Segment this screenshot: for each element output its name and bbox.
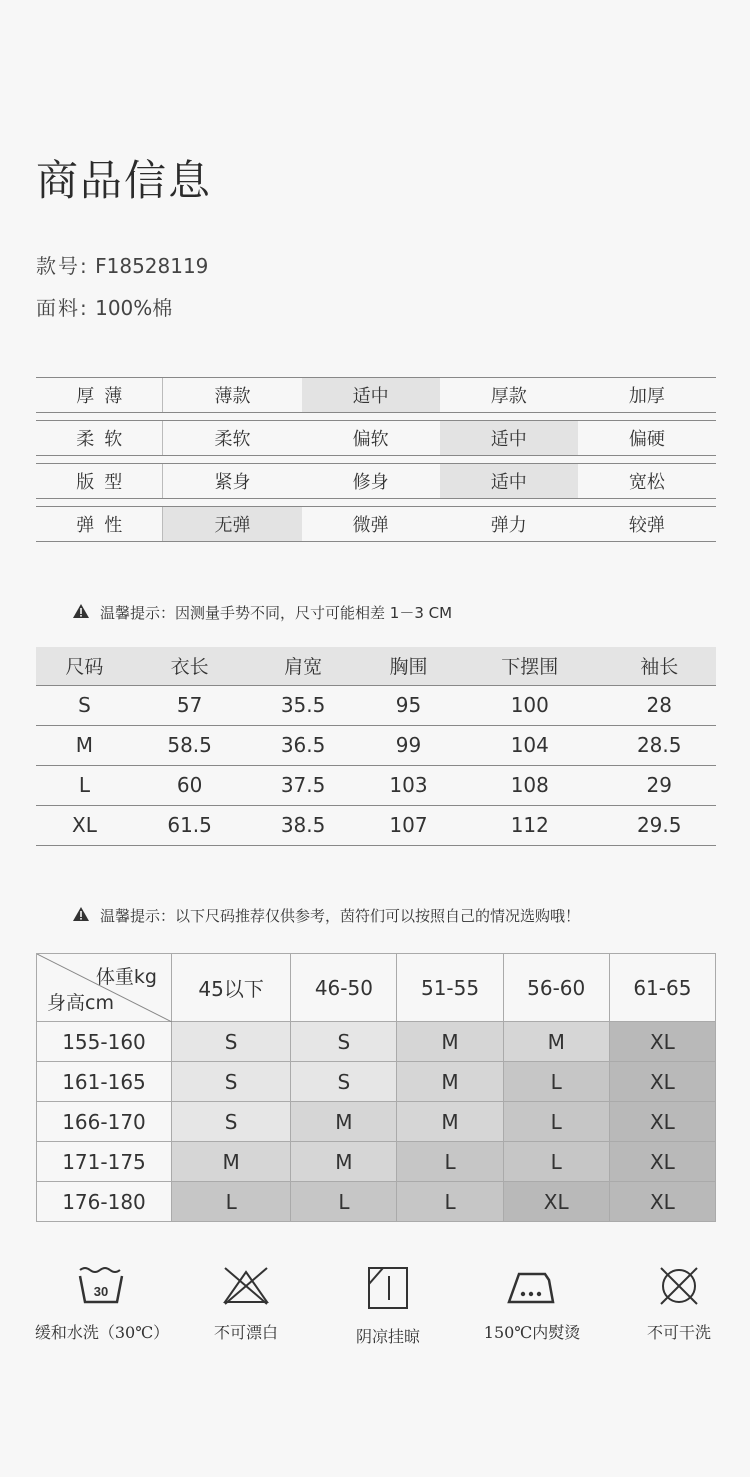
table-cell: 99 — [360, 725, 457, 765]
table-row — [36, 725, 716, 765]
attribute-option: 弹力 — [490, 515, 527, 536]
recommended-size-cell: S — [291, 1062, 397, 1102]
table-cell: 61.5 — [133, 805, 246, 845]
care-label: 150℃内熨烫 — [483, 1323, 581, 1342]
recommended-size-cell: L — [397, 1182, 503, 1222]
attribute-label: 厚薄 — [36, 378, 163, 412]
height-range-cell: 166-170 — [37, 1102, 172, 1142]
table-cell: 28 — [602, 685, 716, 725]
attribute-row — [36, 377, 716, 413]
table-cell: 36.5 — [246, 725, 359, 765]
table-cell: 112 — [457, 805, 602, 845]
table-cell: 29 — [602, 765, 716, 805]
table-cell: 57 — [133, 685, 246, 725]
recommended-size-cell: M — [397, 1062, 503, 1102]
height-range-cell: 155-160 — [37, 1022, 172, 1062]
table-cell: S — [36, 685, 133, 725]
recommend-notice: 温馨提示：以下尺码推荐仅供参考，茵符们可以按照自己的情况选购哦！ — [100, 907, 581, 925]
recommended-size-cell: S — [172, 1062, 291, 1102]
recommended-size-cell: L — [291, 1182, 397, 1222]
column-header: 袖长 — [602, 647, 716, 685]
style-number-value: F18528119 — [95, 254, 209, 278]
column-header: 下摆围 — [457, 647, 602, 685]
attribute-option: 较弹 — [628, 515, 665, 536]
recommended-size-cell: M — [503, 1022, 609, 1062]
weight-header: 56-60 — [503, 954, 609, 1022]
attribute-option: 紧身 — [214, 472, 251, 493]
page-title: 商品信息 — [36, 156, 213, 205]
care-label: 不可漂白 — [213, 1323, 278, 1342]
table-cell: 35.5 — [246, 685, 359, 725]
recommended-size-cell: M — [172, 1142, 291, 1182]
style-number-key: 款号: — [36, 254, 89, 278]
table-cell: 29.5 — [602, 805, 716, 845]
recommend-header — [37, 954, 716, 1022]
column-header: 衣长 — [133, 647, 246, 685]
table-row — [36, 685, 716, 725]
iron-150-icon — [505, 1266, 559, 1306]
recommended-size-cell: S — [172, 1022, 291, 1062]
care-item — [171, 1266, 321, 1343]
recommended-size-cell: M — [397, 1102, 503, 1142]
column-header: 胸围 — [360, 647, 457, 685]
table-cell: L — [36, 765, 133, 805]
diagonal-header-cell — [37, 954, 172, 1022]
recommended-size-cell: L — [503, 1102, 609, 1142]
table-cell: M — [36, 725, 133, 765]
height-axis-label: 身高cm — [47, 992, 114, 1014]
recommended-size-cell: XL — [609, 1062, 715, 1102]
table-row — [37, 1062, 716, 1102]
recommended-size-cell: XL — [503, 1182, 609, 1222]
wash-30-icon — [77, 1266, 127, 1306]
recommended-size-cell: M — [291, 1142, 397, 1182]
table-cell: 58.5 — [133, 725, 246, 765]
line-dry-shade-icon — [363, 1266, 413, 1310]
recommended-size-cell: M — [397, 1022, 503, 1062]
attribute-label: 版型 — [36, 464, 163, 498]
table-cell: 95 — [360, 685, 457, 725]
attribute-option: 厚款 — [490, 386, 527, 407]
table-cell: 28.5 — [602, 725, 716, 765]
attribute-option: 适中 — [440, 464, 578, 498]
table-cell: 104 — [457, 725, 602, 765]
fabric-key: 面料: — [36, 296, 89, 320]
table-cell: 38.5 — [246, 805, 359, 845]
fabric-line — [36, 292, 172, 321]
warning-icon — [73, 907, 89, 921]
attribute-label: 弹性 — [36, 507, 163, 541]
recommended-size-cell: L — [397, 1142, 503, 1182]
weight-header: 45以下 — [172, 954, 291, 1022]
no-bleach-icon — [221, 1266, 271, 1306]
attribute-option: 加厚 — [628, 386, 665, 407]
recommended-size-cell: XL — [609, 1022, 715, 1062]
table-row — [37, 1142, 716, 1182]
size-recommend-table — [36, 953, 716, 1222]
table-cell: 100 — [457, 685, 602, 725]
attribute-option: 偏硬 — [628, 429, 665, 450]
weight-header: 51-55 — [397, 954, 503, 1022]
care-item — [604, 1266, 750, 1343]
attribute-option: 无弹 — [163, 507, 301, 541]
recommended-size-cell: L — [172, 1182, 291, 1222]
attribute-option: 宽松 — [628, 472, 665, 493]
table-row — [37, 1022, 716, 1062]
attribute-option: 适中 — [440, 421, 578, 455]
table-row — [37, 1182, 716, 1222]
recommended-size-cell: S — [291, 1022, 397, 1062]
height-range-cell: 171-175 — [37, 1142, 172, 1182]
attribute-row — [36, 420, 716, 456]
warning-icon — [73, 604, 89, 618]
height-range-cell: 176-180 — [37, 1182, 172, 1222]
care-item — [27, 1266, 177, 1343]
attribute-label: 柔软 — [36, 421, 163, 455]
attribute-option: 薄款 — [214, 386, 251, 407]
size-table — [36, 647, 716, 846]
recommended-size-cell: XL — [609, 1182, 715, 1222]
table-cell: XL — [36, 805, 133, 845]
table-cell: 60 — [133, 765, 246, 805]
measurement-notice: 温馨提示：因测量手势不同，尺寸可能相差 1－3 CM — [100, 604, 453, 622]
recommended-size-cell: L — [503, 1142, 609, 1182]
care-label: 不可干洗 — [646, 1323, 711, 1342]
table-cell: 107 — [360, 805, 457, 845]
attribute-option: 偏软 — [352, 429, 389, 450]
column-header: 肩宽 — [246, 647, 359, 685]
recommended-size-cell: S — [172, 1102, 291, 1142]
weight-header: 46-50 — [291, 954, 397, 1022]
recommended-size-cell: L — [503, 1062, 609, 1102]
attribute-option: 修身 — [352, 472, 389, 493]
weight-axis-label: 体重kg — [95, 966, 157, 988]
height-range-cell: 161-165 — [37, 1062, 172, 1102]
care-label: 阴凉挂晾 — [355, 1327, 420, 1346]
column-header: 尺码 — [36, 647, 133, 685]
table-row — [36, 765, 716, 805]
care-item — [313, 1266, 463, 1347]
care-item — [457, 1266, 607, 1343]
care-label: 缓和水洗（30℃） — [34, 1323, 170, 1342]
attribute-option: 微弹 — [352, 515, 389, 536]
attribute-table — [36, 377, 716, 549]
attribute-option: 柔软 — [214, 429, 251, 450]
table-cell: 103 — [360, 765, 457, 805]
recommended-size-cell: M — [291, 1102, 397, 1142]
recommended-size-cell: XL — [609, 1142, 715, 1182]
attribute-row — [36, 463, 716, 499]
table-row — [36, 805, 716, 845]
wash-temp-text: 30 — [93, 1284, 109, 1299]
attribute-row — [36, 506, 716, 542]
weight-header: 61-65 — [609, 954, 715, 1022]
table-cell: 108 — [457, 765, 602, 805]
fabric-value: 100%棉 — [95, 296, 173, 320]
table-row — [37, 1102, 716, 1142]
recommended-size-cell: XL — [609, 1102, 715, 1142]
table-cell: 37.5 — [246, 765, 359, 805]
no-dry-clean-icon — [654, 1266, 704, 1306]
style-number-line — [36, 250, 208, 279]
size-table-header — [36, 647, 716, 685]
attribute-option: 适中 — [302, 378, 440, 412]
